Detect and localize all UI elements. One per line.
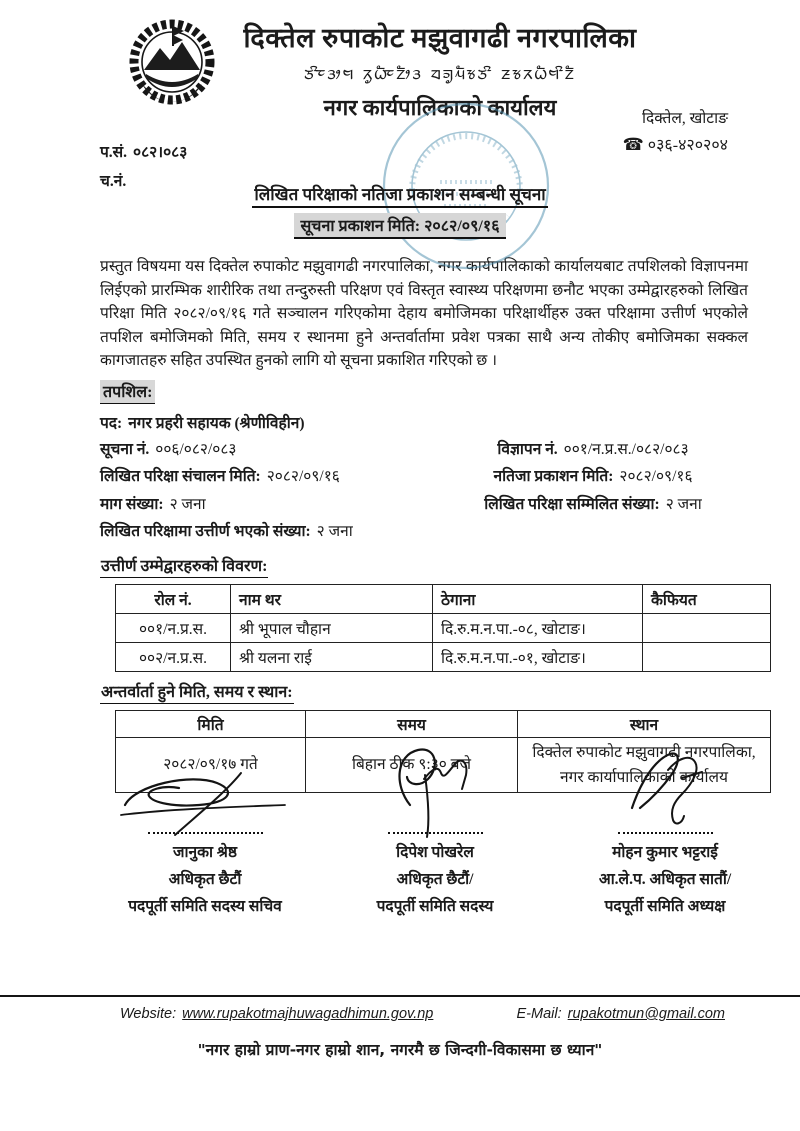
notice-title: लिखित परिक्षाको नतिजा प्रकाशन सम्बन्धी सूचना — [252, 182, 547, 208]
col-remarks: कैफियत — [643, 584, 771, 613]
signatory-role: पदपूर्ती समिति सदस्य सचिव — [128, 898, 282, 915]
reference-number-line — [100, 138, 187, 167]
website-link[interactable]: www.rupakotmajhuwagadhimun.gov.np — [182, 1006, 434, 1022]
municipal-slogan: "नगर हाम्रो प्राण-नगर हाम्रो शान, नगरमै छ जिन्दगी-विकासमा छ ध्यान" — [197, 1041, 603, 1059]
passed-candidates-table — [115, 584, 771, 672]
dispatch-number-label: च.नं. — [100, 173, 127, 190]
signature-icon — [113, 765, 298, 840]
signature-block — [110, 762, 300, 920]
organization-name: दिक्तेल रुपाकोट मझुवागढी नगरपालिका — [243, 23, 637, 53]
name-cell: श्री भूपाल चौहान — [231, 613, 433, 642]
post-line — [100, 411, 800, 433]
notice-body-paragraph: प्रस्तुत विषयमा यस दिक्तेल रुपाकोट मझुवागढी नगरपालिका, नगर कार्यपालिकाको कार्यालयबाट तपशिलको विज्ञापनमा लिईएको प्रारम्भिक शारीरिक तथा तन्दुरुस्ती परिक्षण एवं विस्तृत स्वास्थ्य परिक्षणमा छनौट भएका उम्मेद्वारहरुको लिखित परिक्षा मिति २०८२/०९/१६ गते सञ्चालन गरिएकोमा देहाय बमोजिमका परिक्षार्थीहरु उक्त परिक्षामा उत्तीर्ण भएकोले तपशिल बमोजिमको मिति, समय र स्थानमा हुने अन्तर्वार्तामा प्रवेश पत्रका साथै अन्य तोकीए बमोजिमका सक्कल कागजातहरु सहित उपस्थित हुनको लागि यो सूचना प्रकाशित गरिएको छ । — [100, 258, 748, 369]
col-name: नाम थर — [231, 584, 433, 613]
reference-number-label: प.सं. — [100, 144, 128, 161]
signatory-name: जानुका श्रेष्ठ — [172, 844, 237, 861]
col-time: समय — [306, 710, 518, 737]
remarks-cell — [643, 613, 771, 642]
website-line — [120, 1006, 433, 1022]
signatory-rank: अधिकृत छैटौं/ — [396, 871, 474, 888]
written-exam-date: लिखित परिक्षा संचालन मिति: २०८२/०९/१६ — [100, 468, 340, 485]
interview-heading: अन्तर्वार्ता हुने मिति, समय र स्थान: — [100, 680, 294, 704]
results-heading: उत्तीर्ण उम्मेद्वारहरुको विवरण: — [100, 554, 268, 578]
footer-contacts — [120, 1006, 725, 1022]
advertisement-number: विज्ञापन नं. ००१/न.प्र.स./०८२/०८३ — [497, 440, 689, 458]
exam-participants-count: लिखित परिक्षा सम्मिलित संख्या: २ जना — [484, 495, 702, 513]
signatory-role: पदपूर्ती समिति अध्यक्ष — [604, 898, 726, 915]
interview-place-cell: दिक्तेल रुपाकोट मझुवागढी नगरपालिका, नगर कार्यापालिकाको कार्यालय — [518, 737, 771, 792]
post-value: नगर प्रहरी सहायक (श्रेणीविहीन) — [128, 414, 305, 432]
details-heading: तपशिल: — [100, 380, 155, 404]
signature-line — [618, 832, 713, 834]
signature-icon — [380, 745, 490, 840]
interview-time-cell: बिहान ठीक ९:३० बजे — [306, 737, 518, 792]
letterhead — [0, 0, 800, 250]
roll-no-cell: ००२/न.प्र.स. — [116, 642, 231, 671]
post-label: पद: — [100, 414, 123, 432]
email-line — [517, 1006, 726, 1022]
remarks-cell — [643, 642, 771, 671]
signatory-name: दिपेश पोखरेल — [396, 844, 474, 861]
footer-divider — [0, 995, 800, 997]
office-name: नगर कार्यपालिकाको कार्यालय — [323, 95, 557, 120]
office-location: दिक्तेल, खोटाङ — [641, 110, 728, 127]
signature-line — [148, 832, 263, 834]
table-row — [116, 613, 771, 642]
signature-block — [570, 762, 760, 920]
signature-block — [340, 762, 530, 920]
email-link[interactable]: rupakotmun@gmail.com — [567, 1006, 725, 1022]
reference-number-value: ०८२।०८३ — [133, 144, 188, 161]
email-label: E-Mail: — [516, 1006, 562, 1022]
telephone-icon: ☎ — [622, 135, 644, 154]
signatory-rank: आ.ले.प. अधिकृत सातौं/ — [598, 871, 732, 888]
col-roll-no: रोल नं. — [116, 584, 231, 613]
col-date: मिति — [116, 710, 306, 737]
table-header-row — [116, 710, 771, 737]
organization-name-limbu-script: ᤍᤡᤰᤋᤣᤗ ᤖᤢᤐᤠᤰᤁᤥᤋ ᤔᤈᤢᤘᤠᤃᤍᤡ ᤏᤃᤖᤐᤠᤗᤡᤁᤠ — [304, 62, 576, 84]
exam-passed-count: लिखित परिक्षामा उत्तीर्ण भएको संख्या: २ जना — [100, 523, 353, 540]
details-grid — [100, 436, 748, 546]
col-place: स्थान — [518, 710, 771, 737]
name-cell: श्री यलना राई — [231, 642, 433, 671]
result-publish-date: नतिजा प्रकाशन मिति: २०८२/०९/१६ — [493, 468, 693, 485]
signature-line — [388, 832, 483, 834]
notice-publish-date: सूचना प्रकाशन मिति: २०८२/०९/१६ — [294, 213, 505, 239]
signatory-name: मोहन कुमार भट्टराई — [612, 844, 718, 861]
notice-number: सूचना नं. ००६/०८२/०८३ — [100, 440, 237, 458]
signatory-rank: अधिकृत छैटौं — [168, 871, 242, 888]
address-cell: दि.रु.म.न.पा.-०१, खोटाङ। — [433, 642, 643, 671]
website-label: Website: — [120, 1006, 177, 1022]
signature-icon — [610, 750, 720, 840]
signature-section — [110, 762, 760, 920]
signatory-role: पदपूर्ती समिति सदस्य — [376, 898, 494, 915]
col-address: ठेगाना — [433, 584, 643, 613]
phone-number: ०३६-४२०२०४ — [647, 137, 728, 154]
table-header-row — [116, 584, 771, 613]
interview-date-cell: २०८२/०९/१७ गते — [116, 737, 306, 792]
address-cell: दि.रु.म.न.पा.-०८, खोटाङ। — [433, 613, 643, 642]
table-row — [116, 642, 771, 671]
roll-no-cell: ००१/न.प्र.स. — [116, 613, 231, 642]
demand-count: माग संख्या: २ जना — [100, 495, 206, 513]
